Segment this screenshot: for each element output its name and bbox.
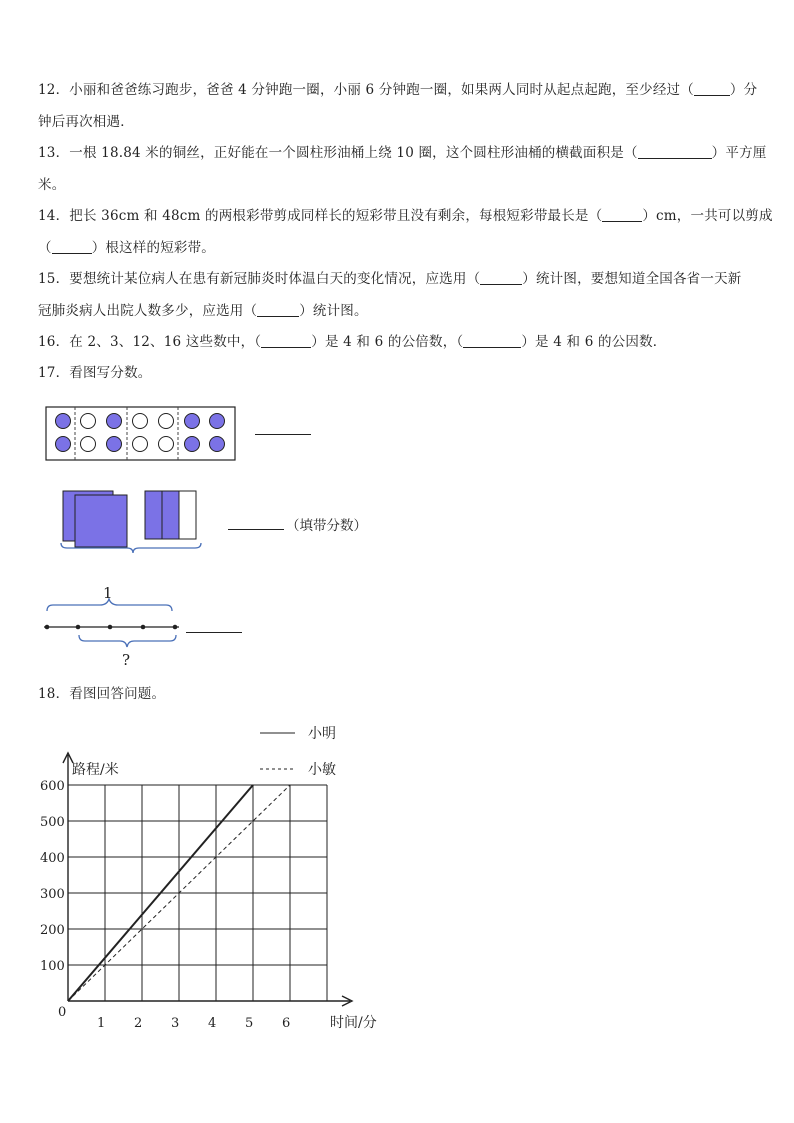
circle-empty (81, 414, 96, 429)
circle-empty (133, 414, 148, 429)
q15-answer-blank-2[interactable] (257, 302, 299, 317)
x-axis-label: 时间/分 (330, 1015, 377, 1031)
number-line-question-label: ? (122, 651, 131, 669)
y-tick-label: 200 (40, 923, 65, 938)
squares-figure (55, 485, 215, 555)
question-14: 14．把长 36cm 和 48cm 的两根彩带剪成同样长的短彩带且没有剩余，每根短彩带最长是（ ）cm，一共可以剪成 （ ）根这样的短彩带。 (38, 208, 773, 256)
question-15: 15．要想统计某位病人在患有新冠肺炎时体温白天的变化情况，应选用（ ）统计图，要想知道全国各省一天新 冠肺炎病人出院人数多少，应选用（ ）统计图。 (38, 271, 742, 319)
fig2-note-text: （填带分数） (286, 514, 367, 534)
circle-filled (185, 414, 200, 429)
y-tick-label: 600 (40, 779, 65, 794)
q13-text: 13．一根 18.84 米的铜丝，正好能在一个圆柱形油桶上绕 10 圈，这个圆柱形油桶的横截面积是（ (38, 145, 638, 161)
number-line-one-label: 1 (103, 584, 113, 602)
circles-figure (45, 405, 245, 465)
circle-empty (133, 437, 148, 452)
x-tick-label: 6 (282, 1016, 291, 1031)
circle-filled (56, 437, 71, 452)
x-tick-label: 4 (208, 1016, 217, 1031)
q16-answer-blank-2[interactable] (463, 333, 521, 348)
q13-answer-blank[interactable] (638, 144, 712, 159)
q16-answer-blank-1[interactable] (261, 333, 311, 348)
y-tick-label: 500 (40, 815, 65, 830)
question-13: 13．一根 18.84 米的铜丝，正好能在一个圆柱形油桶上绕 10 圈，这个圆柱形油桶的横截面积是（ ）平方厘 米。 (38, 145, 767, 193)
circle-filled (185, 437, 200, 452)
number-line-figure (40, 583, 190, 673)
y-axis-label: 路程/米 (72, 762, 119, 778)
question-17-title: 17．看图写分数。 (38, 365, 152, 381)
legend-label: 小明 (308, 726, 336, 742)
x-tick-label: 5 (245, 1016, 254, 1031)
chart-grid (68, 785, 327, 1001)
x-tick-label: 1 (97, 1016, 106, 1031)
y-tick-label: 400 (40, 851, 65, 866)
circle-empty (159, 437, 174, 452)
q15-answer-blank-1[interactable] (480, 270, 522, 285)
circle-filled (210, 437, 225, 452)
legend-label: 小敏 (308, 762, 336, 778)
q12-text: 12．小丽和爸爸练习跑步，爸爸 4 分钟跑一圈，小丽 6 分钟跑一圈，如果两人同时从起点起跑，至少经过（ (38, 82, 694, 98)
question-16: 16．在 2、3、12、16 这些数中，（ ）是 4 和 6 的公倍数，（ ）是 4 和 6 的公因数． (38, 334, 667, 350)
q16-text: 16．在 2、3、12、16 这些数中，（ (38, 334, 262, 350)
q14-text: 14．把长 36cm 和 48cm 的两根彩带剪成同样长的短彩带且没有剩余，每根短彩带最长是（ (38, 208, 603, 224)
circle-empty (81, 437, 96, 452)
circle-filled (56, 414, 71, 429)
question-12: 12．小丽和爸爸练习跑步，爸爸 4 分钟跑一圈，小丽 6 分钟跑一圈，如果两人同时从起点起跑，至少经过（ ）分 钟后再次相遇． (38, 82, 758, 130)
fig3-answer-line[interactable] (186, 632, 242, 633)
x-tick-label: 3 (171, 1016, 180, 1031)
q14-answer-blank-2[interactable] (52, 239, 92, 254)
q12-answer-blank[interactable] (694, 81, 730, 96)
question-18-title: 18．看图回答问题。 (38, 686, 166, 702)
x-tick-label: 2 (134, 1016, 143, 1031)
fig2-answer-line[interactable] (228, 529, 284, 530)
circle-filled (107, 414, 122, 429)
q14-answer-blank-1[interactable] (602, 207, 642, 222)
x-tick-label: 0 (58, 1005, 67, 1020)
y-tick-label: 300 (40, 887, 65, 902)
chart-legend (260, 726, 336, 778)
chart-axes (63, 753, 352, 1006)
q15-text: 15．要想统计某位病人在患有新冠肺炎时体温白天的变化情况，应选用（ (38, 271, 481, 287)
y-tick-label: 100 (40, 959, 65, 974)
circle-filled (107, 437, 122, 452)
distance-time-chart (30, 715, 400, 1045)
fig1-answer-line[interactable] (255, 434, 311, 435)
circle-empty (159, 414, 174, 429)
circle-filled (210, 414, 225, 429)
